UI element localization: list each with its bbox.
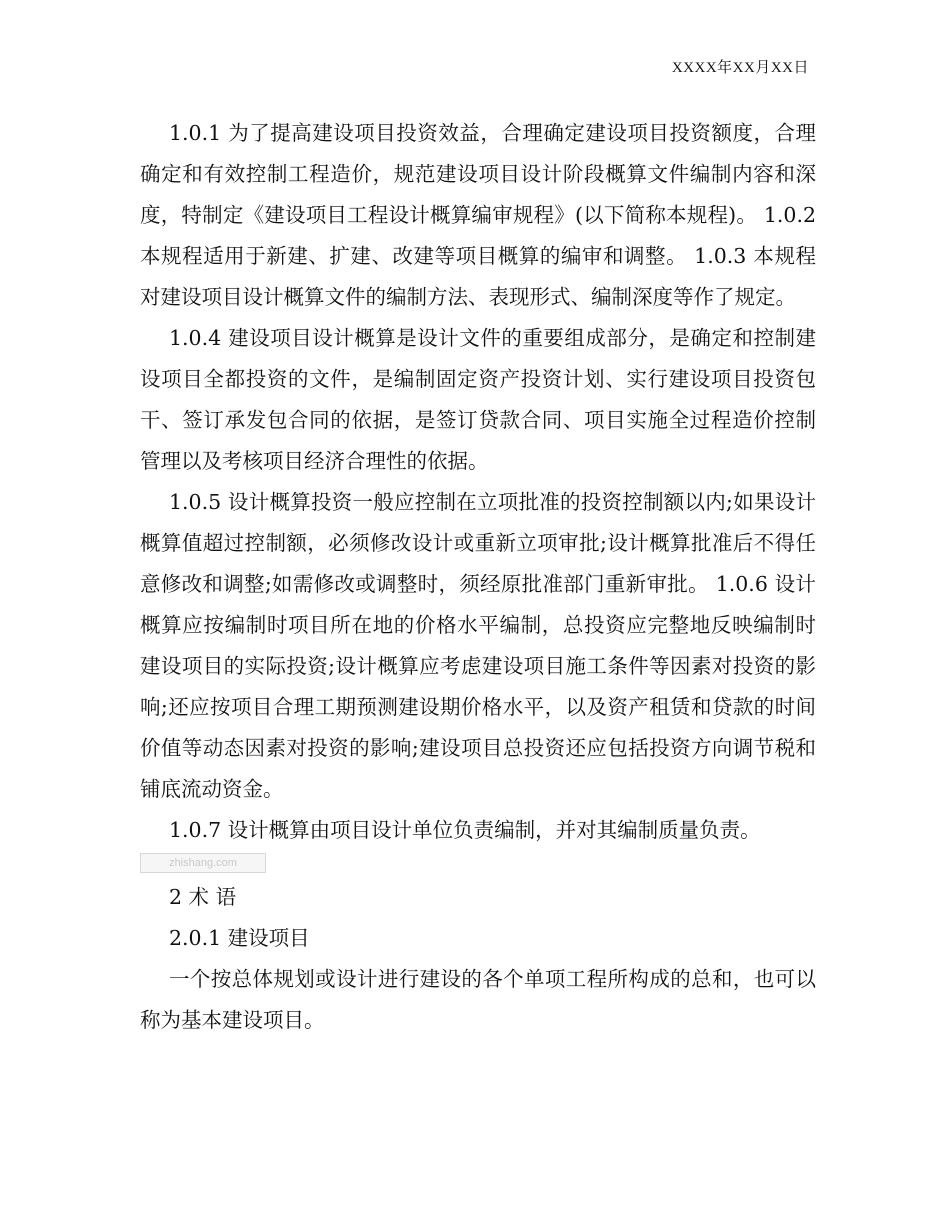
section-heading: 2 术 语 (169, 885, 237, 909)
document-body (140, 113, 823, 1041)
section-subheading: 2.0.1 建设项目 (169, 926, 310, 950)
watermark-stamp: zhishang.com (140, 853, 266, 873)
paragraph-1-0-5: 1.0.5 设计概算投资一般应控制在立项批准的投资控制额以内;如果设计概算值超过控制额，必须修改设计或重新立项审批;设计概算批准后不得任意修改和调整;如需修改或调整时，须经原批准部门重新审批。 1.0.6 设计概算应按编制时项目所在地的价格水平编制，总投资应完整地反映编制时建设项目的实际投资;设计概算应考虑建设项目施工条件等因素对投资的影响;还应按项目合理工期预测建设期价格水平，以及资产租赁和贷款的时间价值等动态因素对投资的影响;建设项目总投资还应包括投资方向调节税和铺底流动资金。 (140, 490, 816, 801)
definition-paragraph: 一个按总体规划或设计进行建设的各个单项工程所构成的总和，也可以称为基本建设项目。 (140, 967, 816, 1032)
page-header-date: XXXX年XX月XX日 (671, 60, 809, 76)
paragraph-1-0-1: 1.0.1 为了提高建设项目投资效益，合理确定建设项目投资额度，合理确定和有效控制工程造价，规范建设项目设计阶段概算文件编制内容和深度，特制定《建设项目工程设计概算编审规程》(以下简称本规程)。 1.0.2 本规程适用于新建、扩建、改建等项目概算的编审和调整。 1.0.3 本规程对建设项目设计概算文件的编制方法、表现形式、编制深度等作了规定。 (140, 121, 823, 309)
paragraph-1-0-7: 1.0.7 设计概算由项目设计单位负责编制，并对其编制质量负责。 (169, 818, 761, 842)
paragraph-1-0-4: 1.0.4 建设项目设计概算是设计文件的重要组成部分，是确定和控制建设项目全都投资的文件，是编制固定资产投资计划、实行建设项目投资包干、签订承发包合同的依据，是签订贷款合同、项目实施全过程造价控制管理以及考核项目经济合理性的依据。 (140, 326, 816, 473)
